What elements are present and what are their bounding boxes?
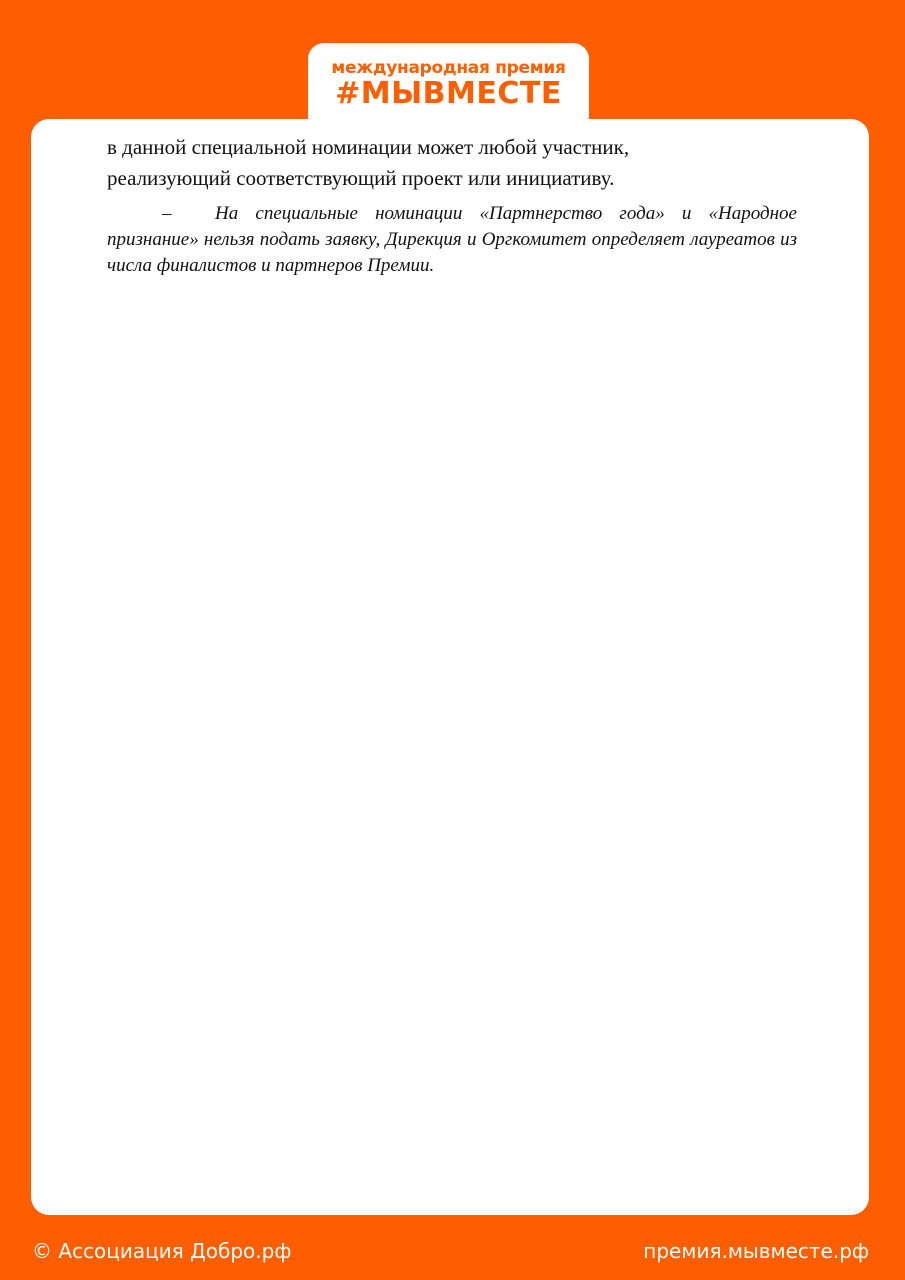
page-card bbox=[31, 119, 869, 1215]
list-item bbox=[107, 201, 797, 279]
list-dash: – bbox=[162, 203, 172, 224]
header-subtitle: международная премия bbox=[331, 58, 566, 78]
header-logo bbox=[308, 43, 589, 133]
paragraph-line: в данной специальной номинации может любой участник, bbox=[107, 135, 630, 159]
header-title: #МЫВМЕСТЕ bbox=[335, 76, 562, 111]
footer-copyright: © Ассоциация Добро.рф bbox=[32, 1239, 292, 1263]
paragraph bbox=[107, 132, 797, 194]
document-body bbox=[107, 132, 797, 279]
footer-website[interactable]: премия.мывместе.рф bbox=[643, 1239, 869, 1263]
list-item-text: На специальные номинации «Партнерство года» и «Народное признание» нельзя подать заявку, Дирекция и Оргкомитет определяет лауреатов из числа финалистов и партнеров Премии. bbox=[107, 203, 797, 276]
paragraph-line: реализующий соответствующий проект или инициативу. bbox=[107, 166, 615, 190]
